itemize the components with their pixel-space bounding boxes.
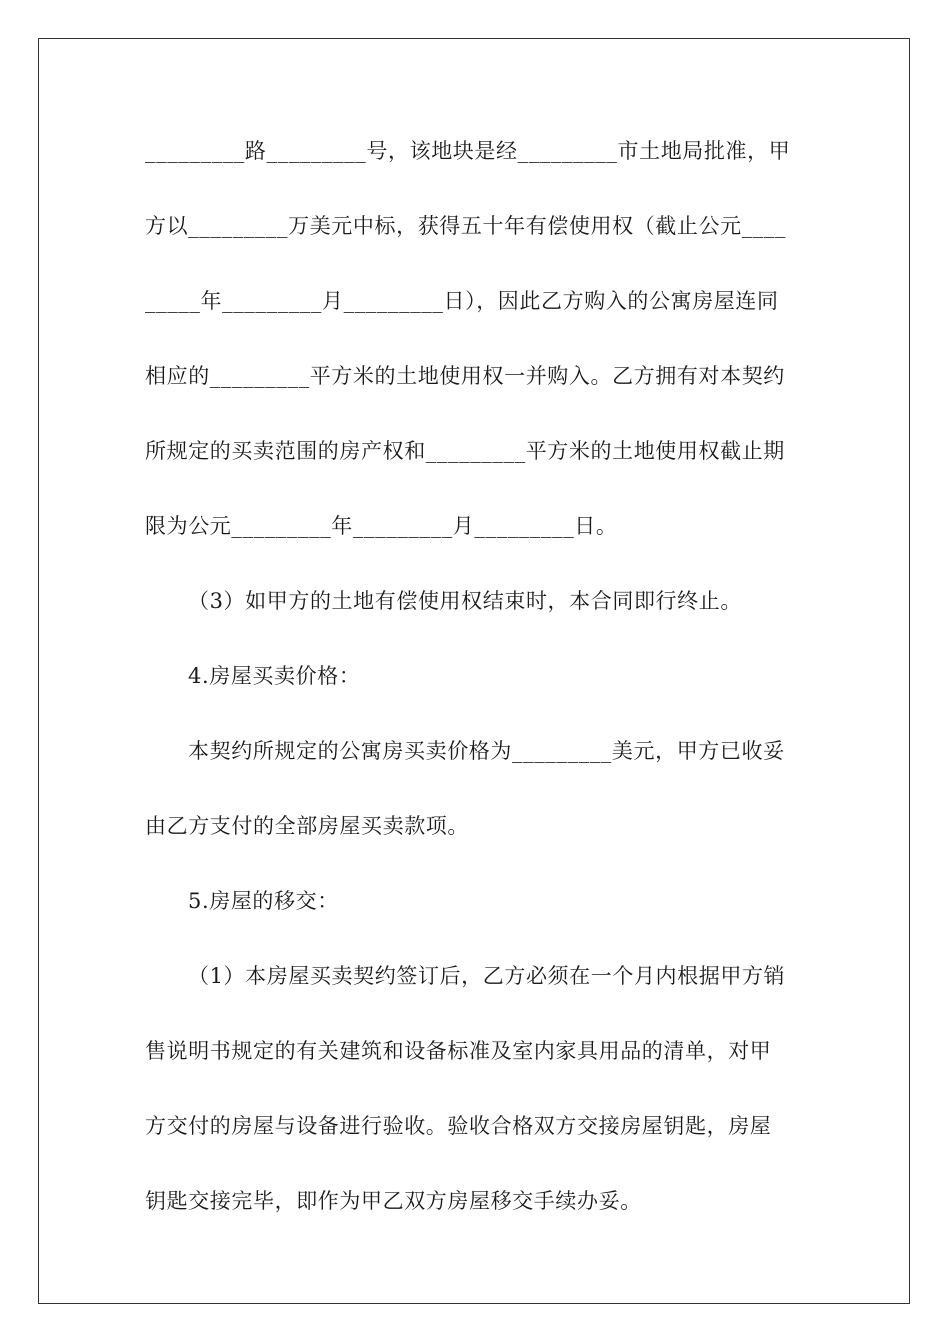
text-line: 方交付的房屋与设备进行验收。验收合格双方交接房屋钥匙，房屋 xyxy=(145,1114,772,1138)
section-heading: 5.房屋的移交： xyxy=(188,889,339,913)
text-line: 限为公元_________年_________月_________日。 xyxy=(145,514,618,538)
text-line: 相应的_________平方米的土地使用权一并购入。乙方拥有对本契约 xyxy=(145,364,785,388)
text-line: _____年_________月_________日），因此乙方购入的公寓房屋连同 xyxy=(145,289,779,313)
text-line: （3）如甲方的土地有偿使用权结束时，本合同即行终止。 xyxy=(188,589,742,613)
text-line: 本契约所规定的公寓房买卖价格为_________美元，甲方已收妥 xyxy=(188,739,785,763)
text-line: 售说明书规定的有关建筑和设备标准及室内家具用品的清单，对甲 xyxy=(145,1039,772,1063)
text-line: 钥匙交接完毕，即作为甲乙双方房屋移交手续办妥。 xyxy=(145,1189,642,1213)
text-line: 方以_________万美元中标，获得五十年有偿使用权（截止公元____ xyxy=(145,214,787,238)
text-line: 由乙方支付的全部房屋买卖款项。 xyxy=(145,814,469,838)
text-line: _________路_________号，该地块是经_________市土地局批准，甲 xyxy=(145,139,791,163)
section-heading: 4.房屋买卖价格： xyxy=(188,664,361,688)
text-line: 所规定的买卖范围的房产权和_________平方米的土地使用权截止期 xyxy=(145,439,785,463)
text-line: （1）本房屋买卖契约签订后，乙方必须在一个月内根据甲方销 xyxy=(188,964,786,988)
